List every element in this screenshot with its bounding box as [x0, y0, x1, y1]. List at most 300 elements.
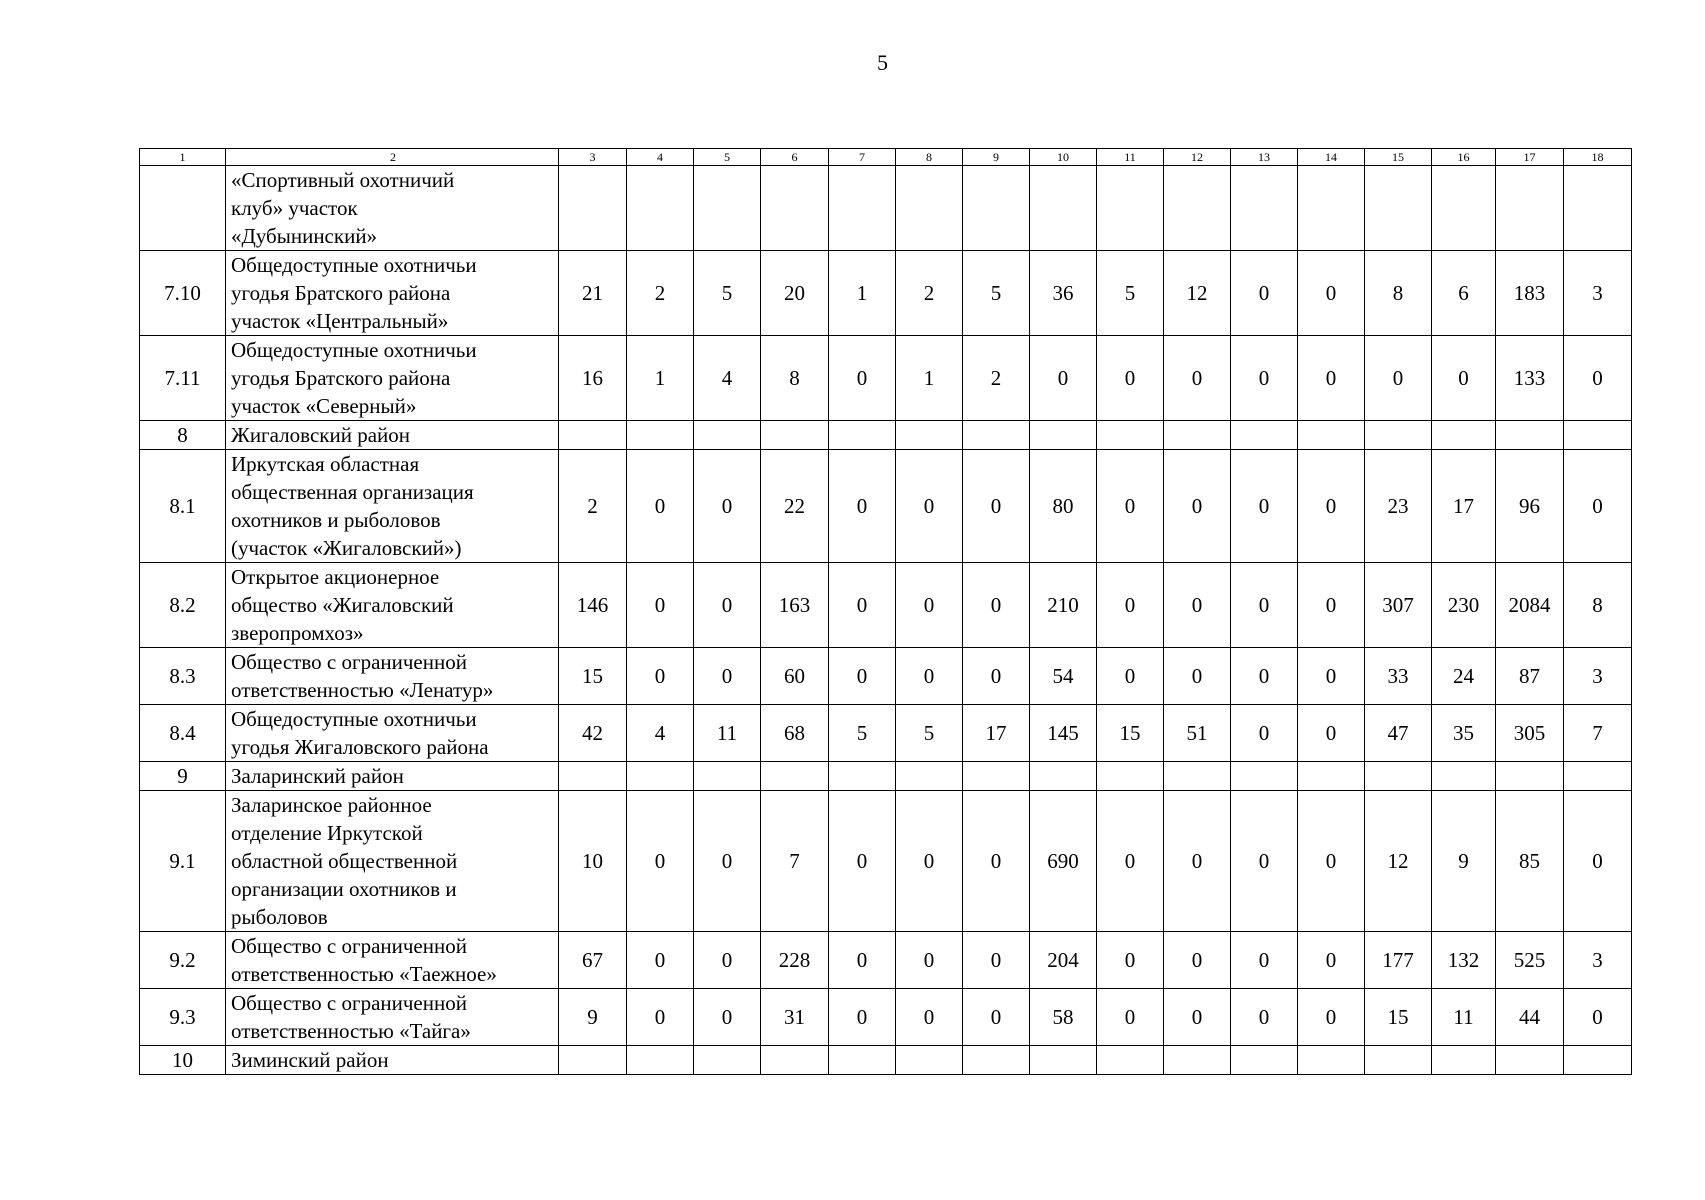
value-cell [1097, 421, 1164, 450]
value-cell: 7 [1564, 705, 1632, 762]
column-number-cell: 17 [1496, 149, 1564, 166]
value-cell: 0 [1097, 450, 1164, 563]
row-number-cell: 8.3 [140, 648, 226, 705]
value-cell [1298, 421, 1365, 450]
name-line: Общество с ограниченной [231, 934, 467, 958]
name-line: ответственностью «Тайга» [231, 1019, 471, 1043]
value-cell: 4 [627, 705, 694, 762]
value-cell: 2 [963, 336, 1030, 421]
column-number-cell: 18 [1564, 149, 1632, 166]
row-number-cell: 9 [140, 762, 226, 791]
name-line: общественная организация [231, 480, 474, 504]
value-cell: 42 [559, 705, 627, 762]
organization-name-cell [226, 648, 559, 705]
name-line: областной общественной [231, 849, 458, 873]
value-cell: 1 [627, 336, 694, 421]
row-number-cell: 7.10 [140, 251, 226, 336]
value-cell: 0 [1164, 791, 1231, 932]
organization-name-cell [226, 762, 559, 791]
name-line: клуб» участок [231, 196, 358, 220]
name-line: зверопромхоз» [231, 621, 364, 645]
value-cell: 16 [559, 336, 627, 421]
name-line: Общедоступные охотничьи [231, 338, 477, 362]
value-cell: 87 [1496, 648, 1564, 705]
value-cell [896, 1046, 963, 1075]
value-cell: 1 [896, 336, 963, 421]
organization-name-cell [226, 705, 559, 762]
value-cell: 9 [1432, 791, 1496, 932]
value-cell [896, 166, 963, 251]
value-cell: 58 [1030, 989, 1097, 1046]
value-cell: 12 [1365, 791, 1432, 932]
value-cell: 23 [1365, 450, 1432, 563]
value-cell: 68 [761, 705, 829, 762]
value-cell: 5 [829, 705, 896, 762]
value-cell: 60 [761, 648, 829, 705]
value-cell [761, 421, 829, 450]
table-row [140, 932, 1632, 989]
organization-name-cell [226, 336, 559, 421]
value-cell: 17 [1432, 450, 1496, 563]
organization-name-cell [226, 421, 559, 450]
value-cell [1231, 421, 1298, 450]
name-line: Общество с ограниченной [231, 650, 467, 674]
value-cell [694, 1046, 761, 1075]
row-number-cell: 8.2 [140, 563, 226, 648]
row-number-cell [140, 166, 226, 251]
value-cell [829, 1046, 896, 1075]
column-number-cell: 10 [1030, 149, 1097, 166]
value-cell: 0 [1231, 336, 1298, 421]
table-row [140, 251, 1632, 336]
value-cell [1030, 762, 1097, 791]
value-cell [1432, 1046, 1496, 1075]
name-line: участок «Северный» [231, 394, 417, 418]
column-number-cell: 3 [559, 149, 627, 166]
name-line: Жигаловский район [231, 423, 410, 447]
name-line: организации охотников и [231, 877, 457, 901]
value-cell: 6 [1432, 251, 1496, 336]
table-row [140, 762, 1632, 791]
value-cell: 0 [1564, 989, 1632, 1046]
value-cell [829, 762, 896, 791]
value-cell: 0 [1298, 989, 1365, 1046]
value-cell: 17 [963, 705, 1030, 762]
value-cell: 0 [829, 932, 896, 989]
value-cell: 0 [627, 932, 694, 989]
value-cell: 305 [1496, 705, 1564, 762]
table-row [140, 791, 1632, 932]
value-cell: 0 [1164, 450, 1231, 563]
column-number-cell: 4 [627, 149, 694, 166]
value-cell: 0 [1164, 989, 1231, 1046]
column-number-cell: 13 [1231, 149, 1298, 166]
column-number-cell: 7 [829, 149, 896, 166]
name-line: «Спортивный охотничий [231, 168, 455, 192]
value-cell: 5 [963, 251, 1030, 336]
value-cell [1231, 1046, 1298, 1075]
value-cell: 0 [1030, 336, 1097, 421]
value-cell: 12 [1164, 251, 1231, 336]
value-cell: 0 [627, 989, 694, 1046]
value-cell: 3 [1564, 932, 1632, 989]
value-cell: 0 [694, 989, 761, 1046]
value-cell [1564, 421, 1632, 450]
value-cell: 54 [1030, 648, 1097, 705]
value-cell: 0 [694, 932, 761, 989]
value-cell: 0 [829, 791, 896, 932]
row-number-cell: 8.1 [140, 450, 226, 563]
value-cell: 0 [1231, 932, 1298, 989]
value-cell [559, 166, 627, 251]
value-cell: 8 [1365, 251, 1432, 336]
organization-name-cell [226, 166, 559, 251]
value-cell: 525 [1496, 932, 1564, 989]
value-cell: 3 [1564, 648, 1632, 705]
column-number-cell: 12 [1164, 149, 1231, 166]
value-cell: 3 [1564, 251, 1632, 336]
value-cell: 5 [694, 251, 761, 336]
column-number-cell: 8 [896, 149, 963, 166]
row-number-cell: 8.4 [140, 705, 226, 762]
organization-name-cell [226, 932, 559, 989]
value-cell [896, 421, 963, 450]
value-cell: 51 [1164, 705, 1231, 762]
value-cell: 0 [1164, 336, 1231, 421]
value-cell [1432, 762, 1496, 791]
name-line: общество «Жигаловский [231, 593, 454, 617]
table-row [140, 166, 1632, 251]
value-cell: 0 [1564, 791, 1632, 932]
value-cell: 0 [896, 563, 963, 648]
value-cell: 7 [761, 791, 829, 932]
organization-name-cell [226, 251, 559, 336]
table-row [140, 563, 1632, 648]
name-line: охотников и рыболовов [231, 508, 441, 532]
value-cell: 33 [1365, 648, 1432, 705]
value-cell [1365, 421, 1432, 450]
value-cell [761, 1046, 829, 1075]
value-cell: 307 [1365, 563, 1432, 648]
value-cell: 0 [694, 450, 761, 563]
value-cell: 0 [963, 989, 1030, 1046]
row-number-cell: 9.3 [140, 989, 226, 1046]
name-line: угодья Братского района [231, 281, 451, 305]
organization-name-cell [226, 989, 559, 1046]
value-cell [963, 166, 1030, 251]
name-line: Общедоступные охотничьи [231, 707, 477, 731]
value-cell [627, 166, 694, 251]
row-number-cell: 9.2 [140, 932, 226, 989]
name-line: Заларинское районное [231, 793, 432, 817]
value-cell: 0 [1432, 336, 1496, 421]
value-cell: 2 [627, 251, 694, 336]
value-cell [559, 421, 627, 450]
table-row [140, 1046, 1632, 1075]
value-cell: 230 [1432, 563, 1496, 648]
name-line: угодья Жигаловского района [231, 735, 489, 759]
row-number-cell: 7.11 [140, 336, 226, 421]
name-line: ответственностью «Ленатур» [231, 678, 494, 702]
value-cell: 24 [1432, 648, 1496, 705]
column-number-cell: 6 [761, 149, 829, 166]
value-cell: 8 [1564, 563, 1632, 648]
value-cell: 0 [896, 791, 963, 932]
value-cell: 228 [761, 932, 829, 989]
value-cell [1432, 421, 1496, 450]
value-cell: 80 [1030, 450, 1097, 563]
value-cell: 145 [1030, 705, 1097, 762]
table-body [140, 149, 1632, 1075]
name-line: Заларинский район [231, 764, 404, 788]
value-cell: 0 [1097, 791, 1164, 932]
value-cell: 0 [1231, 989, 1298, 1046]
name-line: отделение Иркутской [231, 821, 423, 845]
value-cell: 132 [1432, 932, 1496, 989]
value-cell [1298, 1046, 1365, 1075]
column-number-cell: 16 [1432, 149, 1496, 166]
name-line: Иркутская областная [231, 452, 420, 476]
value-cell [963, 762, 1030, 791]
value-cell: 0 [1231, 791, 1298, 932]
value-cell: 5 [896, 705, 963, 762]
value-cell: 0 [896, 989, 963, 1046]
value-cell: 0 [829, 450, 896, 563]
value-cell [1298, 166, 1365, 251]
value-cell [963, 1046, 1030, 1075]
organization-name-cell [226, 450, 559, 563]
value-cell [1365, 166, 1432, 251]
value-cell: 0 [627, 450, 694, 563]
value-cell: 2 [896, 251, 963, 336]
column-number-cell: 14 [1298, 149, 1365, 166]
value-cell [627, 1046, 694, 1075]
data-table [139, 148, 1632, 1075]
value-cell: 0 [829, 336, 896, 421]
value-cell [1564, 166, 1632, 251]
value-cell: 0 [963, 791, 1030, 932]
table-row [140, 705, 1632, 762]
table-row [140, 989, 1632, 1046]
value-cell: 0 [963, 648, 1030, 705]
value-cell: 133 [1496, 336, 1564, 421]
value-cell: 0 [963, 932, 1030, 989]
value-cell: 0 [627, 648, 694, 705]
value-cell: 35 [1432, 705, 1496, 762]
value-cell [694, 166, 761, 251]
value-cell: 0 [1564, 336, 1632, 421]
value-cell: 0 [829, 563, 896, 648]
value-cell: 0 [963, 450, 1030, 563]
value-cell: 0 [1231, 251, 1298, 336]
value-cell: 0 [963, 563, 1030, 648]
value-cell: 0 [1164, 563, 1231, 648]
column-number-cell: 2 [226, 149, 559, 166]
value-cell: 0 [1298, 563, 1365, 648]
value-cell: 204 [1030, 932, 1097, 989]
value-cell: 36 [1030, 251, 1097, 336]
value-cell [1564, 762, 1632, 791]
value-cell: 0 [1231, 705, 1298, 762]
name-line: рыболовов [231, 905, 328, 929]
value-cell [1496, 762, 1564, 791]
table-row [140, 450, 1632, 563]
value-cell: 15 [559, 648, 627, 705]
value-cell: 2084 [1496, 563, 1564, 648]
value-cell: 0 [1298, 336, 1365, 421]
value-cell: 0 [896, 932, 963, 989]
row-number-cell: 10 [140, 1046, 226, 1075]
value-cell [1164, 1046, 1231, 1075]
value-cell: 0 [896, 648, 963, 705]
value-cell: 0 [1298, 450, 1365, 563]
value-cell: 0 [1564, 450, 1632, 563]
table-row [140, 336, 1632, 421]
value-cell [1164, 421, 1231, 450]
column-number-row [140, 149, 1632, 166]
value-cell [1496, 1046, 1564, 1075]
column-number-cell: 1 [140, 149, 226, 166]
value-cell: 47 [1365, 705, 1432, 762]
value-cell: 15 [1365, 989, 1432, 1046]
value-cell: 0 [1298, 251, 1365, 336]
value-cell [694, 762, 761, 791]
value-cell: 22 [761, 450, 829, 563]
value-cell: 0 [1164, 648, 1231, 705]
value-cell [1432, 166, 1496, 251]
value-cell: 0 [896, 450, 963, 563]
value-cell [1097, 1046, 1164, 1075]
value-cell [627, 762, 694, 791]
value-cell: 0 [1097, 932, 1164, 989]
value-cell [761, 762, 829, 791]
value-cell [1564, 1046, 1632, 1075]
value-cell: 146 [559, 563, 627, 648]
value-cell: 0 [1365, 336, 1432, 421]
value-cell: 21 [559, 251, 627, 336]
name-line: угодья Братского района [231, 366, 451, 390]
row-number-cell: 9.1 [140, 791, 226, 932]
name-line: ответственностью «Таежное» [231, 962, 497, 986]
value-cell: 0 [694, 791, 761, 932]
value-cell: 96 [1496, 450, 1564, 563]
value-cell [1231, 166, 1298, 251]
value-cell [1164, 166, 1231, 251]
value-cell: 0 [1298, 705, 1365, 762]
name-line: (участок «Жигаловский») [231, 536, 462, 560]
value-cell [1097, 762, 1164, 791]
page-number: 5 [877, 50, 888, 75]
table-row [140, 421, 1632, 450]
value-cell [829, 166, 896, 251]
organization-name-cell [226, 791, 559, 932]
name-line: Открытое акционерное [231, 565, 440, 589]
value-cell [1231, 762, 1298, 791]
column-number-cell: 11 [1097, 149, 1164, 166]
value-cell [829, 421, 896, 450]
value-cell: 44 [1496, 989, 1564, 1046]
value-cell: 11 [1432, 989, 1496, 1046]
name-line: Общедоступные охотничьи [231, 253, 477, 277]
value-cell: 4 [694, 336, 761, 421]
value-cell [1164, 762, 1231, 791]
value-cell [1496, 421, 1564, 450]
value-cell: 0 [627, 563, 694, 648]
value-cell: 0 [1097, 336, 1164, 421]
value-cell: 0 [1231, 563, 1298, 648]
value-cell: 0 [1298, 791, 1365, 932]
value-cell: 31 [761, 989, 829, 1046]
name-line: участок «Центральный» [231, 309, 449, 333]
value-cell: 20 [761, 251, 829, 336]
value-cell: 0 [1298, 648, 1365, 705]
value-cell: 183 [1496, 251, 1564, 336]
value-cell [694, 421, 761, 450]
value-cell: 0 [1164, 932, 1231, 989]
value-cell: 0 [1097, 648, 1164, 705]
value-cell: 0 [1231, 648, 1298, 705]
value-cell [1365, 762, 1432, 791]
column-number-cell: 15 [1365, 149, 1432, 166]
table-row [140, 648, 1632, 705]
value-cell [761, 166, 829, 251]
value-cell [1298, 762, 1365, 791]
name-line: Зиминский район [231, 1048, 389, 1072]
value-cell [1030, 421, 1097, 450]
value-cell [1030, 166, 1097, 251]
value-cell: 67 [559, 932, 627, 989]
value-cell: 8 [761, 336, 829, 421]
value-cell: 177 [1365, 932, 1432, 989]
value-cell [1030, 1046, 1097, 1075]
value-cell: 2 [559, 450, 627, 563]
value-cell: 1 [829, 251, 896, 336]
value-cell: 11 [694, 705, 761, 762]
value-cell [559, 1046, 627, 1075]
value-cell [1097, 166, 1164, 251]
organization-name-cell [226, 563, 559, 648]
value-cell: 5 [1097, 251, 1164, 336]
value-cell: 85 [1496, 791, 1564, 932]
value-cell [627, 421, 694, 450]
row-number-cell: 8 [140, 421, 226, 450]
value-cell: 0 [1298, 932, 1365, 989]
value-cell: 0 [829, 989, 896, 1046]
organization-name-cell [226, 1046, 559, 1075]
value-cell: 0 [694, 648, 761, 705]
value-cell: 0 [1097, 563, 1164, 648]
value-cell: 0 [1231, 450, 1298, 563]
column-number-cell: 5 [694, 149, 761, 166]
value-cell: 163 [761, 563, 829, 648]
value-cell [1365, 1046, 1432, 1075]
value-cell [963, 421, 1030, 450]
value-cell [896, 762, 963, 791]
value-cell: 0 [694, 563, 761, 648]
column-number-cell: 9 [963, 149, 1030, 166]
name-line: «Дубынинский» [231, 224, 378, 248]
value-cell: 690 [1030, 791, 1097, 932]
value-cell: 210 [1030, 563, 1097, 648]
name-line: Общество с ограниченной [231, 991, 467, 1015]
value-cell [1496, 166, 1564, 251]
value-cell: 0 [829, 648, 896, 705]
value-cell: 9 [559, 989, 627, 1046]
value-cell: 0 [627, 791, 694, 932]
value-cell: 15 [1097, 705, 1164, 762]
value-cell: 0 [1097, 989, 1164, 1046]
value-cell [559, 762, 627, 791]
